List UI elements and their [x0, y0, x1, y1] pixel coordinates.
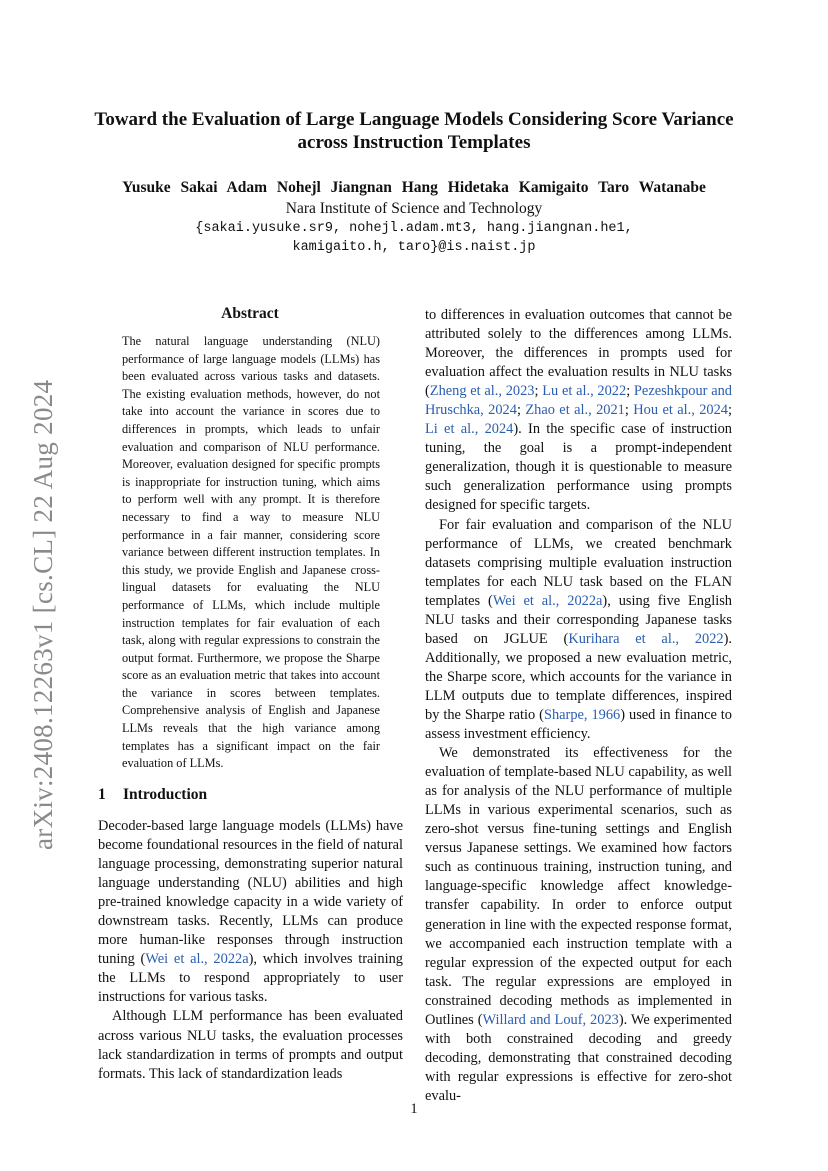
- arxiv-stamp: [28, 360, 58, 850]
- citation-link[interactable]: Zhao et al., 2021: [525, 402, 625, 419]
- intro-paragraph-3: [425, 306, 732, 516]
- citation-link[interactable]: Wei et al., 2022a: [145, 951, 249, 968]
- text-span: ). In the specific case of instruction tuning, the goal is a prompt-independent generalization, though it is questionable to measure such generalization performance using prompts designed for specific targets.: [425, 421, 732, 514]
- text-span: ), which involves training the LLMs to respond appropriately to user instructions for various tasks.: [98, 951, 403, 1006]
- page-number: 1: [410, 1101, 418, 1117]
- citation-link[interactable]: Willard and Louf, 2023: [482, 1011, 619, 1028]
- intro-paragraph-2: Although LLM performance has been evaluated across various NLU tasks, the evaluation processes lack standardization in terms of prompts and output formats. This lack of standardization leads: [98, 1008, 403, 1082]
- text-span: We demonstrated its effectiveness for the evaluation of template-based NLU capability, as well as for analysis of the NLU performance of multiple LLMs in various experimental scenarios, such as zero-shot versus fine-tuning settings and English versus Japanese settings. We examined how factors such as continuous training, instruction tuning, and language-specific knowledge affect knowledge-transfer capability. In order to enforce output generation in line with the expected response format, we accompanied each instruction template with a regular expression of the expected output for each task. The regular expressions are employed in constrained decoding methods as implemented in Outlines (: [425, 745, 732, 1028]
- text-span: ). We experimented with both constrained decoding and greedy decoding, demonstrating that constrained decoding with regular expressions is effective for zero-shot evalu-: [425, 1011, 732, 1104]
- text-span: ) used in finance to assess investment efficiency.: [425, 706, 732, 743]
- text-span: ;: [516, 402, 526, 419]
- citation-link[interactable]: Sharpe, 1966: [543, 706, 621, 723]
- intro-paragraph-1: [98, 817, 403, 1007]
- citation-link[interactable]: Wei et al., 2022a: [492, 592, 603, 609]
- citation-link[interactable]: Li et al., 2024: [425, 421, 514, 438]
- intro-paragraph-4: [425, 516, 732, 745]
- citation-link[interactable]: Kurihara et al., 2022: [568, 630, 724, 647]
- emails-line-2: kamigaito.h, taro}@is.naist.jp: [292, 240, 536, 255]
- affiliation: Nara Institute of Science and Technology: [285, 200, 543, 217]
- abstract-heading: Abstract: [221, 305, 279, 322]
- text-span: ;: [624, 402, 634, 419]
- abstract-body: The natural language understanding (NLU) performance of large language models (LLMs) has been evaluated across various tasks and datasets. The existing evaluation methods, however, do not take into account the variance in scores due to differences in prompts, which leads to unfair evaluation and comparison of NLU performance. Moreover, evaluation designed for specific prompts is inappropriate for instruction tuning, which aims to perform well with any prompt. It is therefore necessary to find a way to measure NLU performance in a fair manner, considering score variance between different instruction templates. In this study, we provide English and Japanese cross-lingual datasets for evaluating the NLU performance of LLMs, which include multiple instruction templates for fair evaluation of each task, along with regular expressions to constrain the output format. Furthermore, we propose the Sharpe score as an evaluation metric that takes into account the variance in scores between templates. Comprehensive analysis of English and Japanese LLMs reveals that the high variance among templates has a significant impact on the fair evaluation of LLMs.: [122, 334, 380, 771]
- text-span: For fair evaluation and comparison of the NLU performance of LLMs, we created benchmark datasets comprising multiple evaluation instruction templates for each NLU task based on the FLAN templates (: [425, 516, 732, 609]
- text-span: ;: [626, 383, 634, 400]
- text-span: ;: [728, 402, 732, 419]
- paper-title: Toward the Evaluation of Large Language Models Considering Score Variance across Instruction Templates: [94, 109, 734, 153]
- right-column: [425, 306, 732, 1106]
- text-span: ), using five English NLU tasks and their corresponding Japanese tasks based on JGLUE (: [425, 592, 732, 647]
- section-number: 1: [98, 786, 106, 803]
- author-emails: [90, 219, 738, 257]
- author-list: Yusuke Sakai Adam Nohejl Jiangnan Hang Hidetaka Kamigaito Taro Watanabe: [122, 179, 706, 196]
- emails-line-1: {sakai.yusuke.sr9, nohejl.adam.mt3, hang.jiangnan.he1,: [195, 221, 633, 236]
- left-column: [98, 817, 403, 1084]
- section-title: Introduction: [123, 786, 208, 803]
- citation-link[interactable]: Hou et al., 2024: [633, 402, 728, 419]
- intro-paragraph-5: [425, 744, 732, 1106]
- text-span: ;: [534, 383, 543, 400]
- text-span: to differences in evaluation outcomes that cannot be attributed solely to the differences among LLMs. Moreover, the differences in prompts used for evaluation affect the evaluation results in NLU tasks (: [425, 307, 732, 400]
- citation-link[interactable]: Pezeshkpour and Hruschka, 2024: [425, 383, 732, 419]
- text-span: Decoder-based large language models (LLMs) have become foundational resources in the field of natural language processing, demonstrating superior natural language understanding (NLU) abilities and high pre-trained knowledge capacity in a wide variety of downstream tasks. Recently, LLMs can produce more human-like responses through instruction tuning (: [98, 818, 403, 968]
- arxiv-stamp-text: arXiv:2408.12263v1 [cs.CL] 22 Aug 2024: [28, 379, 58, 850]
- text-span: ). Additionally, we proposed a new evaluation metric, the Sharpe score, which accounts for the variance in LLM outputs due to template differences, inspired by the Sharpe ratio (: [425, 630, 732, 723]
- section-heading: [98, 786, 207, 804]
- citation-link[interactable]: Lu et al., 2022: [542, 383, 627, 400]
- citation-link[interactable]: Zheng et al., 2023: [429, 383, 535, 400]
